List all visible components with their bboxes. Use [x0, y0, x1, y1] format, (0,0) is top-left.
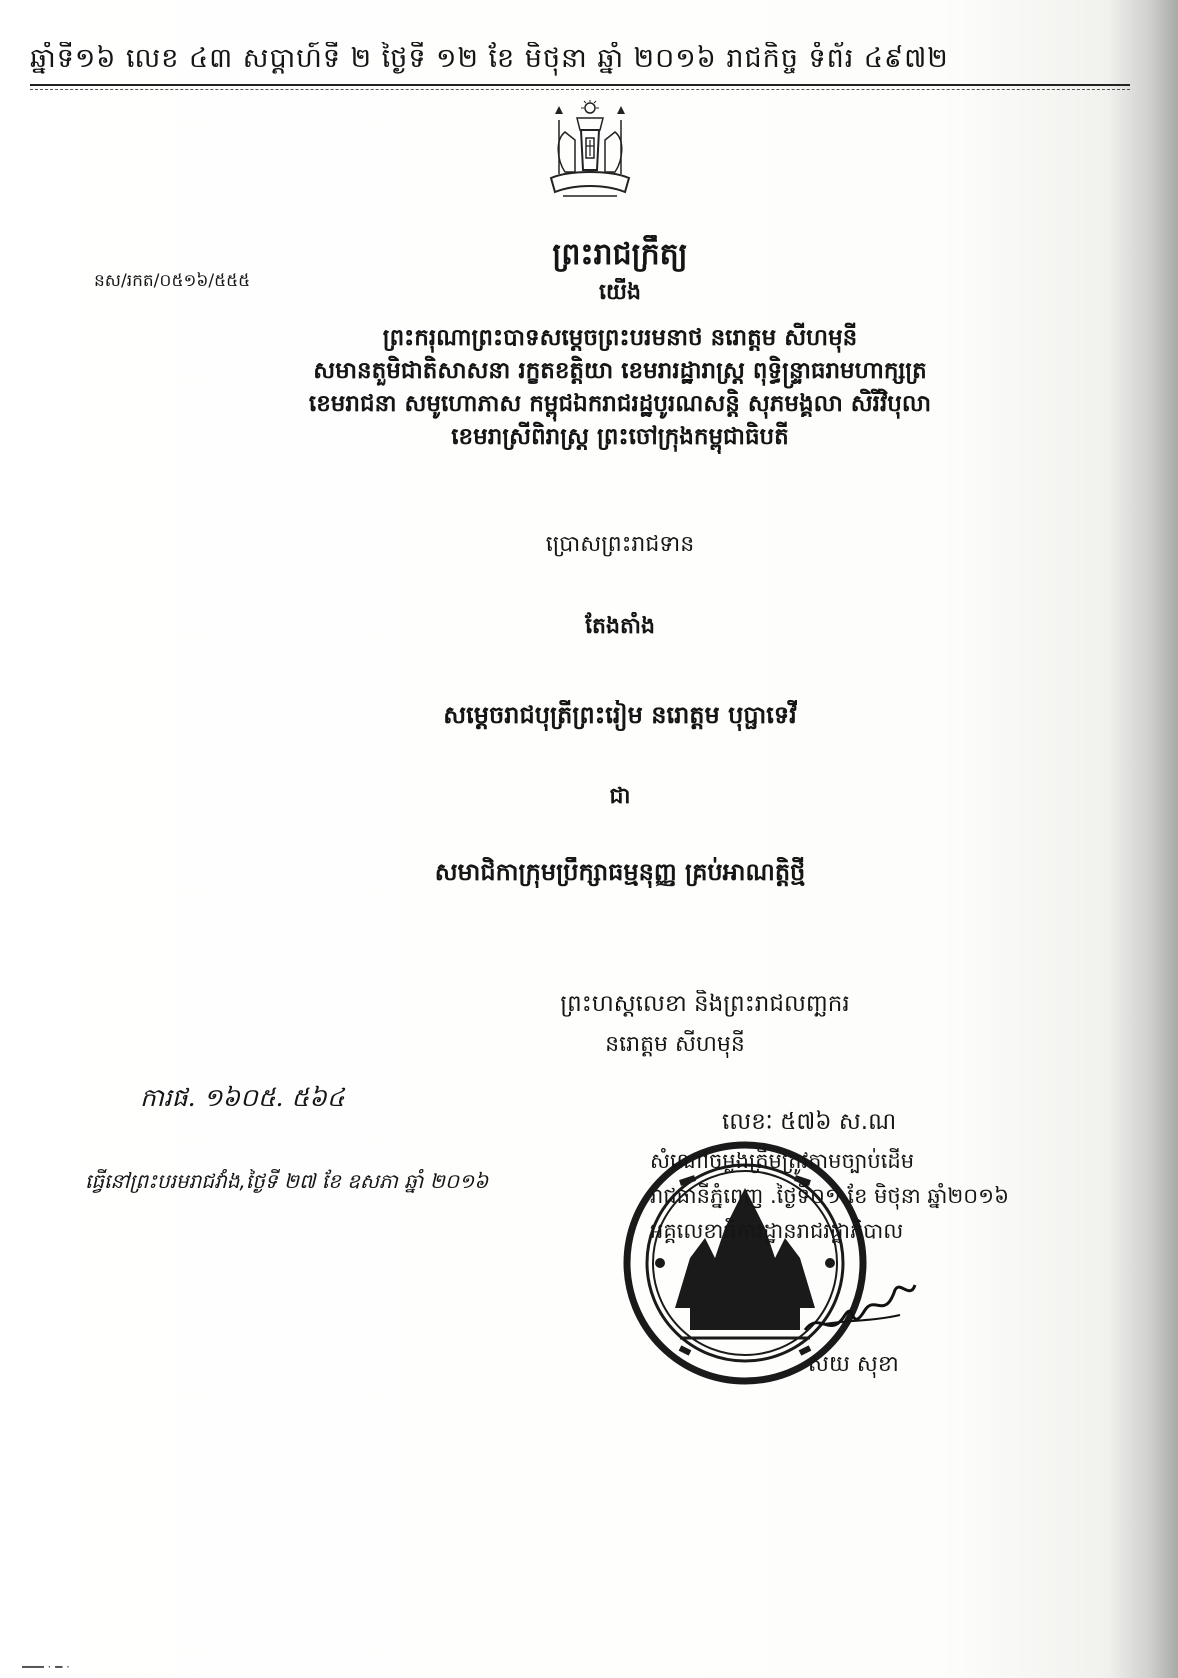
proclamation: ប្រោសព្រះរាជទាន — [545, 532, 695, 557]
decree-title: ព្រះរាជក្រឹត្យ — [552, 237, 688, 272]
certified-copy-date: រាជធានីភ្នំពេញ .ថ្ងៃទី០១ ខែ មិថុនា ឆ្នាំ២០១៦ — [650, 1184, 1009, 1208]
scan-artifacts: ━━━ · ━ · — [22, 1660, 70, 1674]
handwritten-signature-icon — [800, 1270, 920, 1350]
preamble-line-1: ព្រះករុណាព្រះបាទសម្តេចព្រះបរមនាថ នរោត្តម សីហមុនី — [382, 325, 858, 351]
certified-copy-number: លេខៈ ៥៧៦ ស.ណ — [722, 1109, 897, 1135]
certified-copy-text: សំណៅចម្លងត្រឹមត្រូវតាមច្បាប់ដើម — [650, 1149, 915, 1173]
done-at-date: ធ្វើនៅព្រះបរមរាជវាំង,ថ្ងៃទី ២៧ ខែ ឧសភា ឆ្នាំ ២០១៦ — [85, 1169, 489, 1193]
scan-edge-shadow — [1108, 0, 1178, 1678]
appointed-position: សមាជិកាក្រុមប្រឹក្សាធម្មនុញ្ញ គ្រប់អាណត្តិថ្មី — [434, 858, 806, 886]
certified-copy-office: អគ្គលេខាធិការដ្ឋានរាជរដ្ឋាភិបាល — [650, 1219, 904, 1243]
gazette-header: ឆ្នាំទី១៦ លេខ ៤៣ សប្តាហ៍ទី ២ ថ្ងៃទី ១២ ខែ មិថុនា ឆ្នាំ ២០១៦ រាជកិច្ច ទំព័រ ៤៩៧២ — [30, 43, 949, 74]
signature-title: ព្រះហស្តលេខា និងព្រះរាជលញ្ឆករ — [560, 991, 850, 1017]
preamble-line-3: ខេមរាជនា សមូហោភាស កម្ពុជឯករាជរដ្ឋបូរណសន្តិ សុភមង្គលា សិរីវិបុលា — [308, 391, 932, 417]
we-heading: យើង — [599, 280, 641, 305]
as-heading: ជា — [609, 784, 631, 809]
preamble — [200, 322, 1040, 454]
appoint-heading: តែងតាំង — [585, 614, 655, 639]
handwritten-reference: ការផ. ១៦០៥. ៥៦៤ — [140, 1083, 345, 1112]
certifier-name: សយ សុខា — [808, 1352, 899, 1377]
royal-coat-of-arms-icon — [545, 100, 635, 210]
preamble-line-2: សមានតួមិជាតិសាសនា រក្ខតខត្តិយា ខេមរារដ្ឋារាស្ត្រ ពុទ្ធិន្ទ្រាធរាមហាក្សត្រ — [313, 358, 927, 384]
appointee-name: សម្តេចរាជបុត្រីព្រះរៀម នរោត្តម បុប្ផាទេវី — [443, 701, 797, 729]
signatory-name: នរោត្តម សីហមុនី — [605, 1032, 745, 1057]
header-rule — [30, 84, 1130, 90]
preamble-line-4: ខេមរាស្រីពិរាស្ត្រ ព្រះចៅក្រុងកម្ពុជាធិបតី — [451, 424, 789, 450]
reference-number: នស/រកត/០៥១៦/៥៥៥ — [94, 271, 251, 291]
